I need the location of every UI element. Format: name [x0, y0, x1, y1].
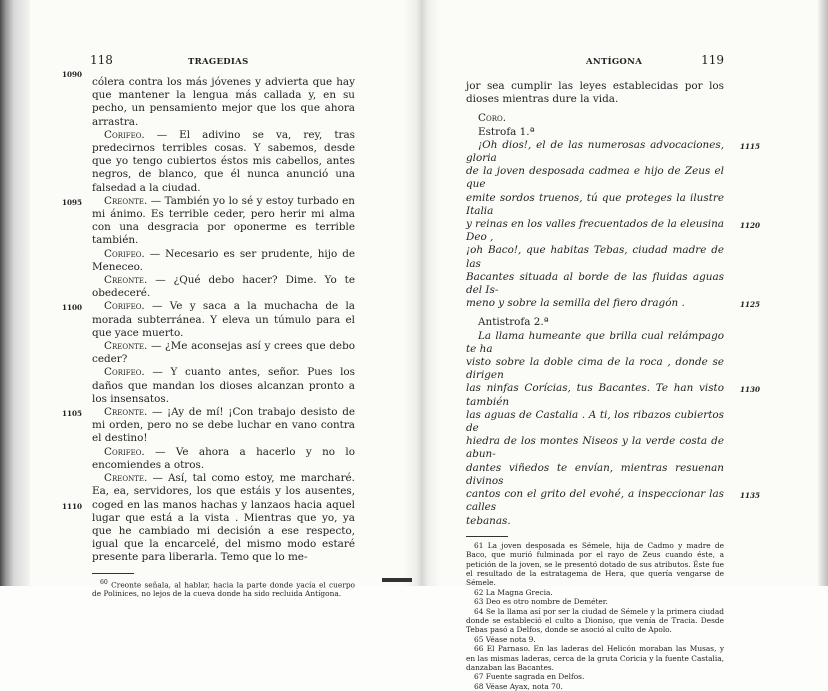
- right-header: [466, 54, 724, 76]
- verse-line: meno y sobre la semilla del fiero dragón . 1125: [466, 297, 724, 310]
- paragraph: 1090 cólera contra los más jóvenes y advierta que hay que mantener la lengua más callada y, en su pecho, un pensamiento mejor que los que ahora arrastra.: [62, 70, 355, 128]
- running-title-left: TRAGEDIAS: [188, 57, 249, 67]
- speaker: Corifeo.: [104, 300, 145, 313]
- speaker: Creonte.: [104, 340, 148, 353]
- speaker: Corifeo.: [104, 445, 145, 458]
- verse-line: visto sobre la doble cima de la roca , donde se dirigen: [466, 356, 724, 382]
- line-number: 1090: [62, 70, 83, 79]
- footnotes: [466, 541, 724, 691]
- verse-line: ¡oh Baco!, que habitas Tebas, ciudad madre de las: [466, 244, 724, 270]
- antistrophe-label: Antistrofa 2.ª: [478, 316, 549, 329]
- footnote: 68 Véase Ayax, nota 70.: [474, 681, 563, 691]
- footnote: $^{60}$ Creonte señala, al hablar, hacia la parte donde yacía el cuerpo de Polinices, no lejos de la cueva donde ha sido recluida Antígona.: [92, 578, 355, 599]
- verse-line: ¡Oh dios!, el de las numerosas advocaciones, gloria 1115: [466, 138, 760, 165]
- line-number: 1110: [62, 502, 83, 512]
- footnote: 65 Véase nota 9.: [474, 634, 536, 644]
- line-number: 1100: [62, 303, 83, 313]
- verse-line: emite sordos truenos, tú que proteges la ilustre Italia: [466, 191, 724, 217]
- footnote: 64 Se la llama así por ser la ciudad de Sémele y la primera ciudad donde se estableció el culto a Dioniso, que venía de Tracia. Desde Tebas pasó a Delfos, donde se asoció al culto de Apolo.: [466, 606, 724, 635]
- verse-line: y reinas en los valles frecuentados de la eleusina Deo , 1120: [466, 218, 760, 244]
- line-number: 1130: [739, 385, 760, 395]
- verse-line: La llama humeante que brilla cual relámpago te ha: [466, 329, 724, 355]
- speaker: Corifeo.: [104, 247, 145, 260]
- footnote: 66 El Parnaso. En las laderas del Helicón moraban las Musas, y en las mismas laderas, cerca de la gruta Coricia y la fuente Castalia, danzaban las Bacantes.: [466, 644, 724, 672]
- verse-line: de la joven desposada cadmea e hijo de Zeus el que: [466, 165, 724, 191]
- right-edge-shadow: [818, 0, 828, 586]
- line-number: 1120: [739, 221, 760, 231]
- left-page: [62, 53, 356, 599]
- left-body: [62, 70, 356, 565]
- left-header: [92, 54, 355, 76]
- speaker: Creonte.: [104, 274, 148, 287]
- speaker: Corifeo.: [104, 128, 145, 141]
- footnote-rule: [92, 573, 134, 574]
- footnote: 63 Deo es otro nombre de Deméter.: [474, 597, 608, 607]
- line-number: 1115: [739, 141, 760, 151]
- verse-line: las aguas de Castalia . A ti, los ribazos cubiertos de: [466, 408, 724, 435]
- line-number: 1125: [739, 300, 760, 310]
- paragraph: Corifeo. — Necesario es ser prudente, hijo de Meneceo.: [92, 247, 355, 273]
- paragraph: Corifeo. — Y cuanto antes, señor. Pues los daños que mandan los dioses alcanzan pronto a los insensatos.: [92, 366, 355, 405]
- paragraph: 1110 Creonte. — Así, tal como estoy, me marcharé. Ea, ea, servidores, los que estáis y los ausentes, coged en las manos hachas y lanzaos hacia aquel lugar que está a la vista . Mientras que yo, ya que he cambiado mi decisión a ese respecto, igual que la encarcelé, del mismo modo estaré presente para liberarla. Temo que lo me-: [62, 472, 355, 564]
- running-title-right: ANTÍGONA: [586, 57, 643, 67]
- speaker: Creonte.: [104, 472, 148, 485]
- speaker: Creonte.: [104, 406, 148, 419]
- paragraph: Corifeo. — Ve ahora a hacerlo y no lo encomiendes a otros.: [92, 445, 355, 471]
- left-binding-shadow: [0, 0, 30, 586]
- verse-line: dantes viñedos te envían, mientras resuenan divinos: [466, 461, 724, 487]
- line-number: 1105: [62, 409, 83, 419]
- paragraph: Creonte. — ¿Qué debo hacer? Dime. Yo te obedeceré.: [92, 274, 356, 300]
- footnote: 67 Fuente sagrada en Delfos.: [474, 672, 585, 682]
- paragraph: Creonte. — ¿Me aconsejas así y crees que debo ceder?: [92, 340, 355, 366]
- footnote-marker: 60: [100, 578, 108, 586]
- line-number: 1135: [739, 491, 760, 501]
- speaker: Creonte.: [104, 194, 148, 207]
- footnote: 61 La joven desposada es Sémele, hija de Cadmo y madre de Baco, que murió fulminada por el rayo de Zeus cuando éste, a petición de la joven, se le presentó dotado de sus atributos. Éste fue el resultado de la estratagema de Hera, que quería vengarse de Sémele.: [466, 540, 724, 588]
- antistrophe: [466, 329, 760, 528]
- center-gutter: [404, 0, 440, 586]
- right-body: [466, 80, 760, 528]
- chorus-label: Coro.: [478, 112, 507, 125]
- paragraph: 1105 Creonte. — ¡Ay de mí! ¡Con trabajo desisto de mi orden, pero no se debe luchar en vano contra el destino!: [62, 406, 356, 445]
- paragraph: 1095 Creonte. — También yo lo sé y estoy turbado en mi ánimo. Es terrible ceder, pero herir mi alma con una desgracia por oponerme es terrible también.: [62, 194, 355, 247]
- verse-line: Bacantes situada al borde de las fluidas aguas del Is-: [466, 270, 724, 297]
- verse-line: las ninfas Corícias, tus Bacantes. Te han visto también 1130: [466, 382, 760, 408]
- footnote: 62 La Magna Grecia.: [474, 587, 553, 597]
- verse-line: hiedra de los montes Niseos y la verde costa de abun-: [466, 435, 724, 461]
- footnote-rule: [466, 536, 508, 537]
- right-page: [466, 53, 760, 691]
- line-number: 1095: [62, 197, 83, 207]
- verse-line: tebanas.: [466, 514, 511, 527]
- scan-artifact: [382, 578, 412, 582]
- paragraph: jor sea cumplir las leyes establecidas por los dioses mientras dure la vida.: [466, 80, 724, 106]
- page-number-right: 119: [701, 53, 724, 67]
- strophe: [466, 138, 760, 311]
- paragraph: Corifeo. — El adivino se va, rey, tras predecirnos terribles cosas. Y sabemos, desde que yo tengo cubiertos éstos mis cabellos, antes negros, de blanco, que él nunca anunció una falsedad a la ciudad.: [92, 128, 355, 194]
- page-number-left: 118: [90, 53, 113, 67]
- speaker: Corifeo.: [104, 366, 145, 379]
- paragraph: 1100 Corifeo. — Ve y saca a la muchacha de la morada subterránea. Y eleva un túmulo para el que yace muerto.: [62, 300, 355, 339]
- strophe-label: Estrofa 1.ª: [478, 125, 535, 138]
- verse-line: cantos con el grito del evohé, a inspeccionar las calles 1135: [466, 488, 760, 514]
